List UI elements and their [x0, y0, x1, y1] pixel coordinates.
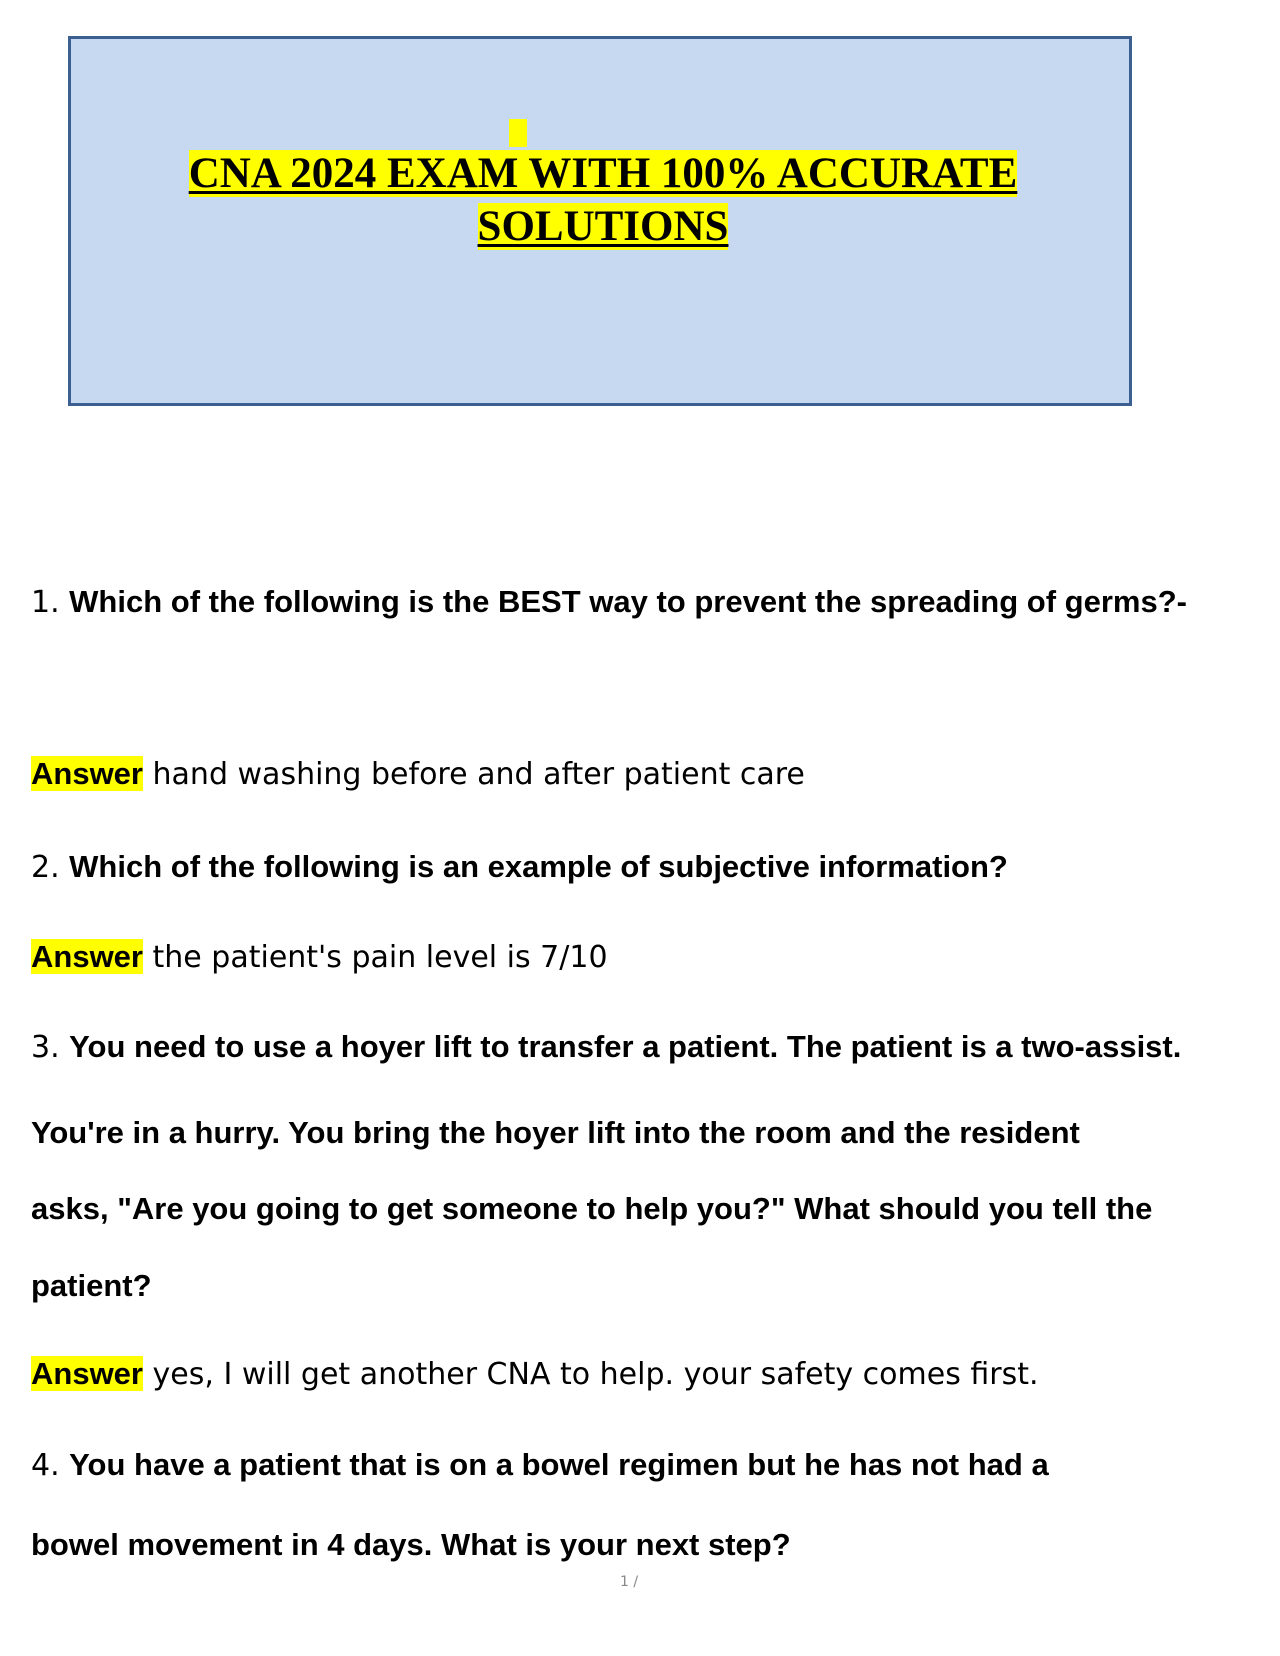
title-box — [68, 36, 1132, 406]
question-number: 3. — [31, 1030, 60, 1065]
question-text: Which of the following is an example of subjective information? — [69, 849, 1008, 884]
document-title — [71, 147, 1135, 253]
question-2 — [31, 849, 1008, 885]
question-number: 4. — [31, 1448, 60, 1483]
question-4 — [31, 1447, 1049, 1483]
answer-3 — [31, 1356, 1039, 1392]
question-number: 2. — [31, 850, 60, 885]
page-number: 1 / — [620, 1574, 639, 1590]
question-3-line-4: patient? — [31, 1268, 152, 1303]
question-4-line-2: bowel movement in 4 days. What is your next step? — [31, 1527, 791, 1562]
question-text: You need to use a hoyer lift to transfer a patient. The patient is a two-assist. — [69, 1029, 1182, 1064]
highlight-marker — [509, 119, 527, 147]
question-1 — [31, 584, 1187, 620]
answer-label: Answer — [31, 1356, 143, 1391]
question-3 — [31, 1029, 1181, 1065]
answer-label: Answer — [31, 939, 143, 974]
answer-label: Answer — [31, 756, 143, 791]
title-line-1: CNA 2024 EXAM WITH 100% ACCURATE — [188, 150, 1018, 197]
answer-1 — [31, 756, 805, 792]
answer-text: hand washing before and after patient care — [152, 757, 805, 792]
title-line-2: SOLUTIONS — [477, 203, 729, 250]
answer-text: the patient's pain level is 7/10 — [152, 940, 608, 975]
answer-2 — [31, 939, 608, 975]
question-3-line-3: asks, "Are you going to get someone to help you?" What should you tell the — [31, 1191, 1153, 1226]
question-3-line-2: You're in a hurry. You bring the hoyer lift into the room and the resident — [31, 1115, 1080, 1150]
answer-text: yes, I will get another CNA to help. your safety comes first. — [152, 1357, 1039, 1392]
question-number: 1. — [31, 585, 60, 620]
question-text: You have a patient that is on a bowel regimen but he has not had a — [69, 1447, 1049, 1482]
question-text: Which of the following is the BEST way to prevent the spreading of germs?- — [69, 584, 1187, 619]
